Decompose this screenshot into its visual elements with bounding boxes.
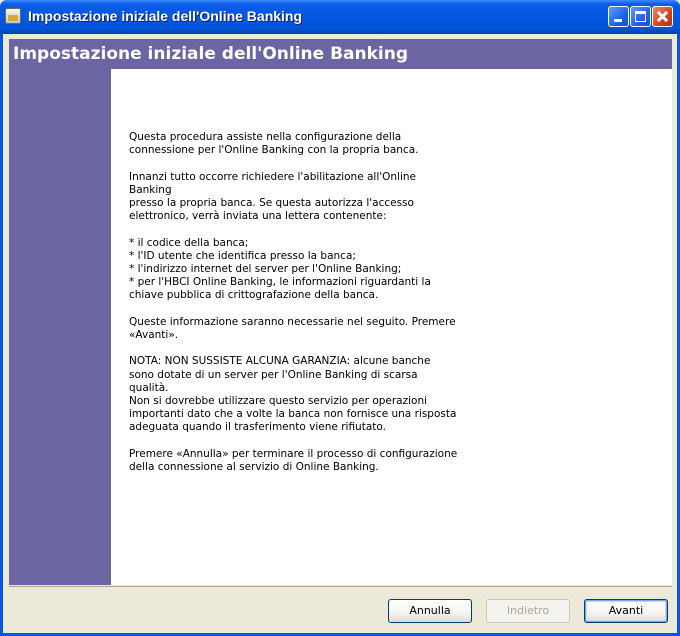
paragraph-enable: Innanzi tutto occorre richiedere l'abilitazione all'Online Banking presso la propria banca. Se questa autorizza l'accesso elettronico, verrà inviata una lettera contenente: xyxy=(129,170,417,223)
close-icon xyxy=(653,7,672,26)
minimize-button[interactable] xyxy=(608,6,629,27)
window-title: Impostazione iniziale dell'Online Banking xyxy=(28,8,303,24)
app-icon xyxy=(5,8,21,24)
back-button[interactable]: Indietro xyxy=(486,599,570,623)
minimize-icon xyxy=(614,19,622,22)
maximize-icon xyxy=(635,11,646,22)
page-title: Impostazione iniziale dell'Online Banking xyxy=(13,44,409,64)
paragraph-list: * il codice della banca; * l'ID utente che identifica presso la banca; * l'indirizzo internet del server per l'Online Banking; * per l'HBCI Online Banking, le informazioni riguardanti la chiave pubblica di crittografazione della banca. xyxy=(129,236,431,302)
title-bar[interactable] xyxy=(0,0,680,34)
instructions-text xyxy=(129,131,459,487)
paragraph-cancel: Premere «Annulla» per terminare il processo di configurazione della connessione al servizio di Online Banking. xyxy=(129,447,458,473)
maximize-button[interactable] xyxy=(630,6,651,27)
side-panel xyxy=(9,69,111,585)
header-banner xyxy=(9,39,672,69)
paragraph-intro: Questa procedura assiste nella configurazione della connessione per l'Online Banking con la propria banca. xyxy=(129,131,419,157)
close-button[interactable] xyxy=(652,6,673,27)
paragraph-next: Queste informazione saranno necessarie nel seguito. Premere «Avanti». xyxy=(129,315,456,341)
cancel-button[interactable]: Annulla xyxy=(388,599,472,623)
paragraph-note: NOTA: NON SUSSISTE ALCUNA GARANZIA: alcune banche sono dotate di un server per l'Online Banking di scarsa qualità. Non si dovrebbe utilizzare questo servizio per operazioni importanti dato che a volte la banca non fornisce una risposta adeguata quando il trasferimento viene rifiutato. xyxy=(129,355,457,434)
divider xyxy=(9,586,672,587)
dialog-client-area xyxy=(3,34,677,633)
next-button[interactable]: Avanti xyxy=(584,599,668,623)
